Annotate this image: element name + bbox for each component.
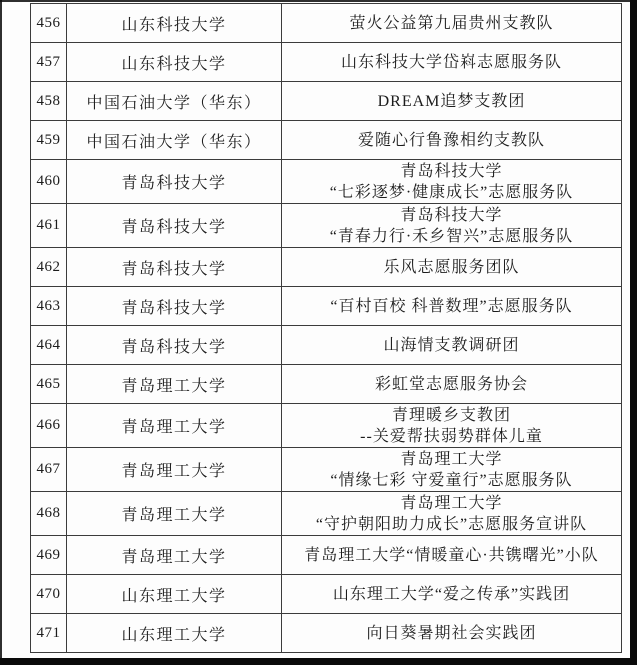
- team-name-line: “百村百校 科普数理”志愿服务队: [330, 297, 573, 315]
- university-name: 青岛理工大学: [67, 492, 282, 536]
- table-row: [31, 248, 622, 287]
- team-name-line: “情缘七彩 守爱童行”志愿服务队: [330, 471, 573, 489]
- table-row: [31, 204, 622, 248]
- team-name: [282, 82, 622, 121]
- university-name: 青岛科技大学: [67, 204, 282, 248]
- table-row: [31, 448, 622, 492]
- volunteer-team-table: [30, 3, 622, 653]
- university-name: 青岛科技大学: [67, 248, 282, 287]
- table-row: [31, 4, 622, 43]
- team-name: [282, 536, 622, 575]
- row-number: 460: [31, 160, 67, 204]
- row-number: 458: [31, 82, 67, 121]
- row-number: 466: [31, 404, 67, 448]
- team-name: [282, 614, 622, 653]
- team-name-line: 青岛科技大学: [400, 162, 503, 180]
- team-name: [282, 4, 622, 43]
- team-name: [282, 204, 622, 248]
- team-name-line: 乐风志愿服务团队: [383, 258, 520, 276]
- university-name: 中国石油大学（华东）: [67, 82, 282, 121]
- table-row: [31, 43, 622, 82]
- team-name-line: 青岛理工大学: [400, 494, 503, 512]
- university-name: 中国石油大学（华东）: [67, 121, 282, 160]
- scan-edge-bottom: [0, 658, 637, 665]
- team-name: [282, 492, 622, 536]
- table-row: [31, 404, 622, 448]
- team-name-line: “守护朝阳助力成长”志愿服务宣讲队: [315, 515, 588, 533]
- row-number: 470: [31, 575, 67, 614]
- team-name-line: 山东科技大学岱嵙志愿服务队: [340, 53, 562, 71]
- table-row: [31, 160, 622, 204]
- row-number: 462: [31, 248, 67, 287]
- table-row: [31, 326, 622, 365]
- team-name: [282, 43, 622, 82]
- team-name-line: 彩虹堂志愿服务协会: [374, 375, 528, 393]
- row-number: 456: [31, 4, 67, 43]
- table-row: [31, 614, 622, 653]
- row-number: 469: [31, 536, 67, 575]
- team-name-line: 爱随心行鲁豫相约支教队: [357, 131, 545, 149]
- university-name: 山东科技大学: [67, 4, 282, 43]
- row-number: 465: [31, 365, 67, 404]
- team-name: [282, 326, 622, 365]
- team-name-line: 青理暖乡支教团: [391, 406, 511, 424]
- scan-edge-right: [630, 0, 637, 665]
- scan-edge-left: [0, 0, 2, 665]
- table-row: [31, 82, 622, 121]
- row-number: 459: [31, 121, 67, 160]
- university-name: 青岛理工大学: [67, 404, 282, 448]
- table-row: [31, 287, 622, 326]
- row-number: 468: [31, 492, 67, 536]
- team-name: [282, 365, 622, 404]
- table-body: [31, 4, 622, 653]
- university-name: 青岛科技大学: [67, 287, 282, 326]
- team-name: [282, 575, 622, 614]
- team-name-line: 向日葵暑期社会实践团: [366, 624, 537, 642]
- team-name-line: --关爱帮扶弱势群体儿童: [360, 427, 543, 445]
- team-name-line: “青春力行·禾乡智兴”志愿服务队: [329, 227, 574, 245]
- team-name: [282, 448, 622, 492]
- university-name: 青岛理工大学: [67, 536, 282, 575]
- university-name: 青岛科技大学: [67, 326, 282, 365]
- row-number: 461: [31, 204, 67, 248]
- table-row: [31, 575, 622, 614]
- team-name-line: 青岛理工大学: [400, 450, 503, 468]
- university-name: 青岛科技大学: [67, 160, 282, 204]
- team-name: [282, 287, 622, 326]
- team-name-line: DREAM追梦支教团: [377, 92, 526, 110]
- university-name: 山东理工大学: [67, 614, 282, 653]
- row-number: 463: [31, 287, 67, 326]
- table-row: [31, 365, 622, 404]
- row-number: 457: [31, 43, 67, 82]
- row-number: 464: [31, 326, 67, 365]
- team-name-line: 山东理工大学“爱之传承”实践团: [332, 585, 571, 603]
- team-name-line: 青岛理工大学“情暖童心·共镌曙光”小队: [304, 546, 599, 564]
- scan-edge-top: [0, 0, 637, 2]
- team-name-line: 青岛科技大学: [400, 206, 503, 224]
- row-number: 467: [31, 448, 67, 492]
- table-row: [31, 492, 622, 536]
- team-name: [282, 160, 622, 204]
- university-name: 山东理工大学: [67, 575, 282, 614]
- university-name: 青岛理工大学: [67, 448, 282, 492]
- table-row: [31, 536, 622, 575]
- team-name-line: “七彩逐梦·健康成长”志愿服务队: [329, 183, 574, 201]
- team-name: [282, 248, 622, 287]
- team-name-line: 山海情支教调研团: [383, 336, 520, 354]
- team-name: [282, 404, 622, 448]
- university-name: 山东科技大学: [67, 43, 282, 82]
- university-name: 青岛理工大学: [67, 365, 282, 404]
- team-name: [282, 121, 622, 160]
- row-number: 471: [31, 614, 67, 653]
- table-row: [31, 121, 622, 160]
- team-name-line: 萤火公益第九届贵州支教队: [349, 14, 554, 32]
